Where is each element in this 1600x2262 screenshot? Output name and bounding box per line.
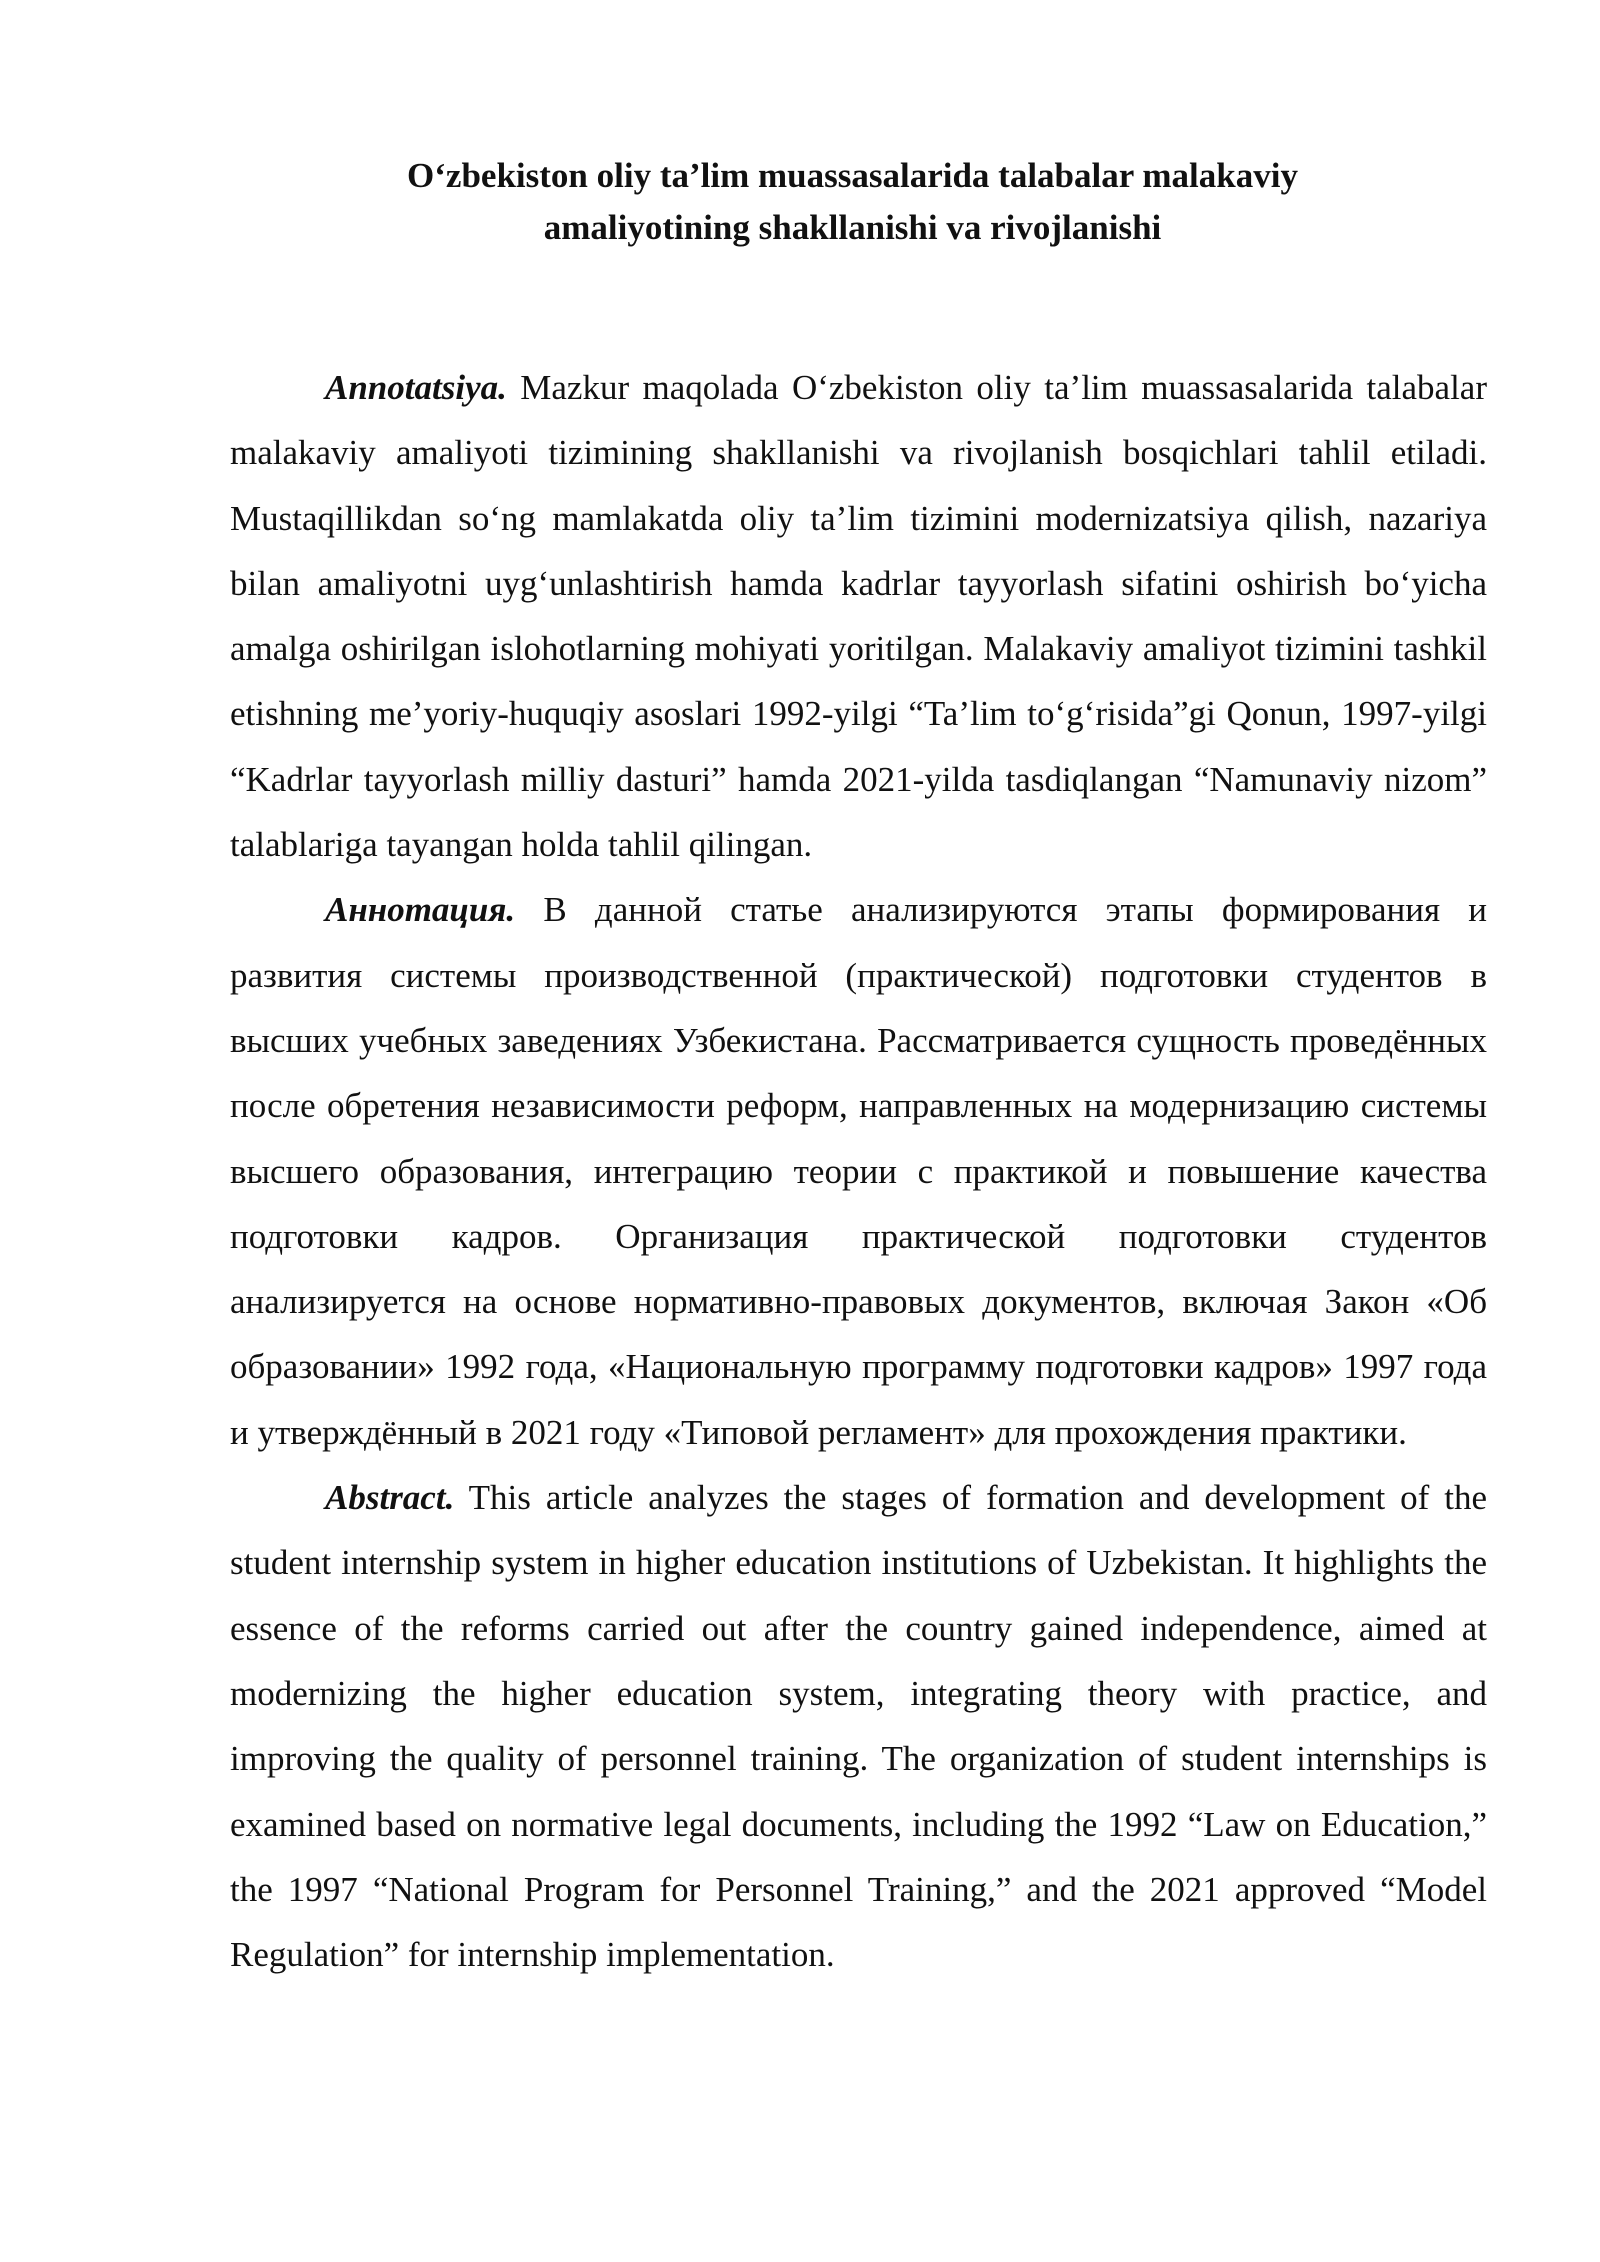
abstract-english (230, 1465, 1487, 1987)
abstract-russian-text: В данной статье анализируются этапы формирования и развития системы производственной (практической) подготовки студентов в высших учебных заведениях Узбекистана. Рассматривается сущность проведённых после обретения независимости реформ, направленных на модернизацию системы высшего образования, интеграцию теории с практикой и повышение качества подготовки кадров. Организация практической подготовки студентов анализируется на основе нормативно-правовых документов, включая Закон «Об образовании» 1992 года, «Национальную программу подготовки кадров» 1997 года и утверждённый в 2021 году «Типовой регламент» для прохождения практики. (230, 890, 1488, 1452)
abstract-uzbek-text: Mazkur maqolada O‘zbekiston oliy ta’lim muassasalarida talabalar malakaviy amaliyoti tizimining shakllanishi va rivojlanish bosqichlari tahlil etiladi. Mustaqillikdan so‘ng mamlakatda oliy ta’lim tizimini modernizatsiya qilish, nazariya bilan amaliyotni uyg‘unlashtirish hamda kadrlar tayyorlash sifatini oshirish bo‘yicha amalga oshirilgan islohotlarning mohiyati yoritilgan. Malakaviy amaliyot tizimini tashkil etishning me’yoriy-huquqiy asoslari 1992-yilgi “Ta’lim to‘g‘risida”gi Qonun, 1997-yilgi “Kadrlar tayyorlash milliy dasturi” hamda 2021-yilda tasdiqlangan “Namunaviy nizom” talablariga tayangan holda tahlil qilingan. (230, 368, 1487, 865)
abstract-uzbek-label: Annotatsiya. (325, 368, 507, 407)
abstract-english-text: This article analyzes the stages of formation and development of the student internship system in higher education institutions of Uzbekistan. It highlights the essence of the reforms carried out after the country gained independence, aimed at modernizing the higher education system, integrating theory with practice, and improving the quality of personnel training. The organization of student internships is examined based on normative legal documents, including the 1992 “Law on Education,” the 1997 “National Program for Personnel Training,” and the 2021 approved “Model Regulation” for internship implementation. (230, 1478, 1487, 1975)
abstracts-section (230, 355, 1487, 1987)
abstract-russian-label: Аннотация. (325, 890, 516, 930)
abstract-english-label: Abstract. (325, 1478, 455, 1518)
article-title (230, 150, 1475, 254)
title-line-1: O‘zbekiston oliy ta’lim muassasalarida talabalar malakaviy (407, 156, 1298, 195)
title-line-2: amaliyotining shakllanishi va rivojlanishi (543, 208, 1162, 247)
abstract-uzbek (230, 355, 1487, 877)
abstract-russian (230, 877, 1487, 1465)
